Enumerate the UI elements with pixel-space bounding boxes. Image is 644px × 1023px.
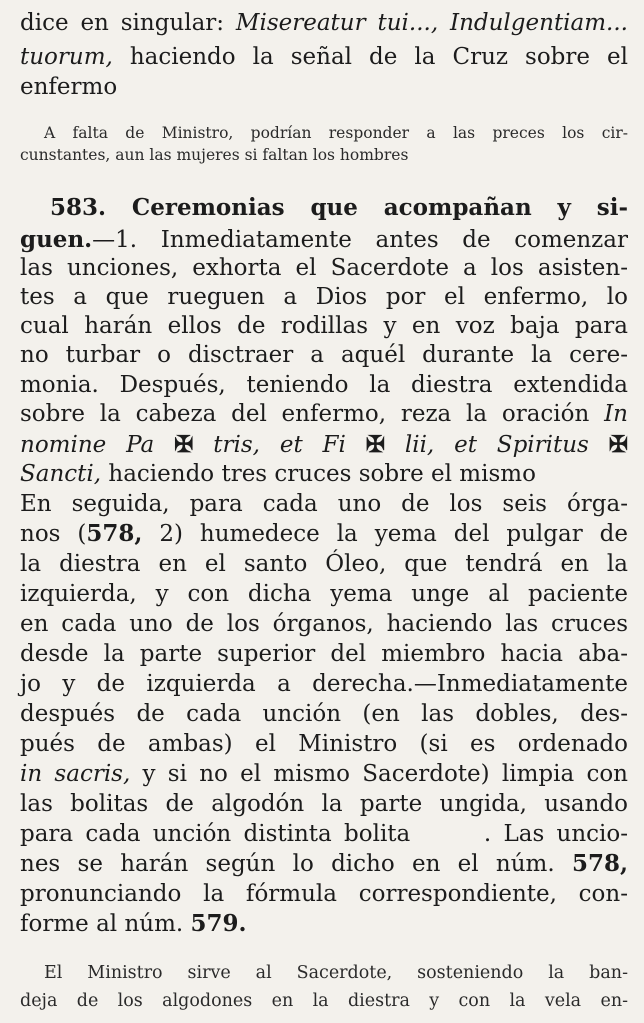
text-span: El Ministro sirve al Sacerdote, sosteniendo la ban- [44,963,628,983]
latin-text: nomine Pa [20,432,175,458]
cross-icon: ✠ [174,431,194,458]
text-span: no turbar o disctraer a aquél durante la cere- [20,342,628,368]
text-span: deja de los algodones en la diestra y con la vela en- [20,991,628,1011]
paragraph-line [20,370,628,400]
cross-icon: ✠ [365,431,385,458]
latin-text: in sacris, [20,761,131,787]
text-span: En seguida, para cada uno de los seis órga- [20,491,628,517]
text-span: las unciones, exhorta el Sacerdote a los asisten- [20,255,628,281]
text-span: en cada uno de los órganos, haciendo las cruces [20,611,628,637]
paragraph-line [20,729,628,759]
paragraph-line [20,909,628,939]
paragraph-line [20,282,628,312]
text-span: izquierda, y con dicha yema unge al paciente [20,581,628,607]
text-span: enfermo [20,74,118,100]
text-span: Inmediatamente antes de comenzar [137,227,628,253]
paragraph-line [20,340,628,370]
text-span: pronunciando la fórmula correspondiente, con- [20,881,628,907]
paragraph-line [20,430,628,460]
text-span: sobre la cabeza del enfermo, reza la oración [20,401,605,427]
paragraph-line [20,759,628,789]
paragraph-line [20,489,628,519]
text-span: monia. Después, teniendo la diestra extendida [20,372,628,398]
text-span: —1. [92,227,138,253]
paragraph-line [20,789,628,819]
cross-reference: 579. [190,910,247,937]
paragraph-line [20,819,628,849]
intro-line-2 [20,42,628,72]
cross-reference: 578, [571,850,628,877]
text-span: las bolitas de algodón la parte ungida, usando [20,791,628,817]
text-span: después de cada unción (en las dobles, des- [20,701,628,727]
paragraph-line [20,253,628,283]
latin-text: lii, et Spiritus [385,432,609,458]
paragraph-line [20,669,628,699]
note-line-1 [44,123,628,143]
intro-line-1 [20,8,628,38]
text-span: A falta de Ministro, podrían responder a las preces los cir- [44,124,628,142]
section-heading-line [50,193,628,223]
paragraph-line [20,609,628,639]
text-span: desde la parte superior del miembro hacia aba- [20,641,628,667]
paragraph-line [20,879,628,909]
text-span: y si no el mismo Sacerdote) limpia con [130,761,628,787]
paragraph-line [20,579,628,609]
latin-text: tris, et Fi [193,432,366,458]
intro-line-3 [20,72,628,102]
section-title: Ceremonias que acompañan y si- [106,194,628,221]
text-span: haciendo la señal de la Cruz sobre el [112,44,628,70]
text-span: forme al núm. [20,911,191,937]
latin-text: Misereatur tui..., Indulgentiam... [235,10,628,36]
text-span: haciendo tres cruces sobre el mismo [101,461,536,487]
cross-icon: ✠ [608,431,628,458]
paragraph-line [20,639,628,669]
latin-text: tuorum, [20,44,113,70]
paragraph-line [20,849,628,879]
text-span: cual harán ellos de rodillas y en voz baja para [20,313,628,339]
note-line-2 [20,145,628,165]
text-span: nes se harán según lo dicho en el núm. [20,851,572,877]
latin-text: In [604,401,628,427]
text-span: tes a que rueguen a Dios por el enfermo, lo [20,284,628,310]
text-span: 2) humedece la yema del pulgar de [142,521,628,547]
paragraph-line [20,549,628,579]
section-number: 583. [50,194,107,221]
note-line-1 [44,961,628,985]
paragraph-line [20,459,628,489]
section-title: guen. [20,226,93,253]
cross-reference: 578, [86,520,143,547]
text-span: para cada unción distinta bolita . Las uncio- [20,821,628,847]
paragraph-line [20,519,628,549]
paragraph-line [20,399,628,429]
section-line-2 [20,225,628,255]
text-span: jo y de izquierda a derecha.—Inmediatamente [20,671,628,697]
latin-text: Sancti, [20,461,102,487]
text-span: cunstantes, aun las mujeres si faltan los hombres [20,146,409,164]
paragraph-line [20,699,628,729]
note-line-2 [20,989,628,1013]
text-span: pués de ambas) el Ministro (si es ordenado [20,731,628,757]
paragraph-line [20,311,628,341]
text-span: la diestra en el santo Óleo, que tendrá en la [20,551,628,577]
text-span: dice en singular: [20,10,236,36]
text-span: nos ( [20,521,87,547]
